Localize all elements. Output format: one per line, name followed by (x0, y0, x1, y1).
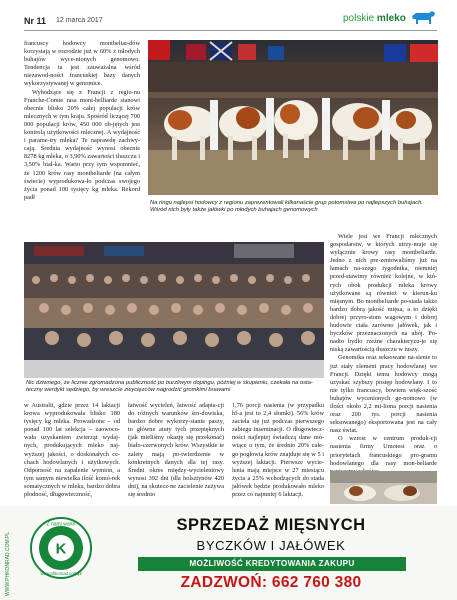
article-column-right (330, 233, 437, 485)
paragraph: w Australii, gdzie przez 14 laktacji krowa wyprodukowała blisko 180 tysięcy kg mleka. Prowadzone – od ponad 100 lat selekcja – zaowoco-wała uzyskaniem zwierząt wydaj-nych, produkujących mleko naj-wyższej jakości, o doskonałych ce-chach hodowlanych i użytkowych. Odporność na zapalenie wymion, a tym samym niewielka ilość komó-rek somatycznych w mleku, bardzo dobra płodność, długowieczność, (24, 402, 120, 499)
cow-logo-icon (410, 10, 436, 26)
photo-caption-2: Nic dziwnego, że licznie zgromadzona publiczność po burzliwym dopingu, później w skupieniu, czekała na osta-teczny werdykt sędziego, by wreszcie zwycięzców nagrodzić gromkimi brawami (26, 380, 313, 393)
article-column-left (24, 40, 140, 202)
article-column-bottom-3 (232, 402, 324, 499)
paragraph: Wyhodzące się z Francji z regio-nu Franche-Comte rasa mont-belliarde stanowi obecnie blisko 20% całej populacji krów mlecznych w tym kraju. Spośród liczącej 700 000 populacji krów, 450 000 ob-jętych jest kontrolą użytkowości mlecznej. A wydajność i parame-try mleka? Te naprawdę zachwy-cają. Średnia wydajność wynosi obecnie 8278 kg mleka, o 3,90% zawartości tłuszczu i 3,50% biał-ka. Warto przy tym wspomnieć, że 1200 krów rasy montbeliarde (na całym świecie) wyprodukowa-ło podczas swojego życia ponad 100 tysięcy kg mleka. Rekord padł (24, 88, 140, 201)
photo-audience (24, 242, 324, 378)
article-column-bottom-1 (24, 402, 120, 499)
ad-subline: BYCZKÓW I JAŁÓWEK (196, 538, 346, 553)
paragraph: Genomika oraz seksowane na-sienie to już stały element pracy hodowlanej we Francji. Dzięki temu hodowcy mogą uzyskać szybszy postęp hodowlany. I to nie tylko francuscy, bowiem więk-szość buhajów wycenionych ge-nomowo (w ilości około 2,2 mi-liona porcji nasienia oraz 200 tys. porcji nasienia seksowanego) eksportowana jest na cały nasz świat. (330, 354, 437, 435)
cow-ring-image (148, 40, 438, 195)
page-header (0, 0, 457, 34)
header-rule (24, 30, 437, 31)
ad-headline: SPRZEDAŻ MIĘSNYCH (176, 516, 366, 534)
brand-logo (343, 13, 406, 24)
logo-top-text: Z nami warto (46, 521, 76, 528)
brand-word-2: mleko (376, 13, 406, 24)
photo-cow-ring (148, 40, 438, 195)
paragraph: łatwość wycieleń, łatwość adapta-cji do różnych warunków śro-dowiska, bardzo dobre wykorzy-stanie paszy, to główne atuty tych przepięknych (jak mieliśmy okazję się przekonać) biało-czerwonych krów. Wszystkie te zalety mają po-twierdzenie w konkretnych danych dla tej rasy. Średni okres między-wycieleniowy wynosi 392 dni (dla holsztynów 420 dni), na skutecz-ne zacielenie zużywa się średnio (128, 402, 224, 499)
konrad-logo-icon (30, 517, 92, 579)
paragraph: 1,76 porcji nasienia (w przypadku hf-a jest to 2,4 słomki). 56% krów zacieła się już podczas pierwszego zabiegu inseminacji. O długowiecz-ności najlepiej świadczą dane mó-wiące o tym, że średnio 20% całe-go pogłowia krów znajduje się w 5 i wyższej laktacji. Pierwsze wycie-lenia mają miejsce w 27 miesiącu życia a 25% wchodzących do stada jałówek będzie produkowało mleko przez co najmniej 6 laktacji. (232, 402, 324, 499)
ad-vertical-url (5, 526, 15, 596)
photo-caption-1: Na ringu najlepsi hodowcy z regionu zaprezentowali kilkanaście grup potomstwa po najlepszych buhajach. Wśród nich były także jałówki po młodych buhajach genomowych (150, 200, 423, 213)
photo-cow-small (330, 471, 437, 504)
audience-image (24, 242, 324, 378)
issue-number: Nr 11 (24, 16, 47, 26)
paragraph: O wzrost w centrum produk-cji nasienia firmy Umotest oraz o priorytetach francuskiego pro-gramu hodowlanego dla rasy mon-beliarde (330, 435, 437, 467)
brand-word-1: polskie (343, 13, 375, 24)
ad-phone[interactable]: ZADZWOŃ: 662 760 380 (180, 574, 362, 591)
ad-vertical-url-text: WWW.PHKONRAD.COM.PL (5, 531, 11, 596)
logo-letter: K (55, 540, 67, 558)
paragraph: Wiele jest we Francji mlecznych gospodarstw, w których utrzy-muje się wyłącznie krowy rasy montbeliarde. Jedno z nich pre-zentowaliśmy już na łamach na-szego tygodnika, niemniej przed-stawimy również kolejne, w któ-rych obok produkcji mleka krowy użytkowane są również w kierun-ku mięsnym. Bo montbeliarde po-siada także bardzo dobrą jakość mięsa, a to dzięki dobrej przyro-stom wagowym i dobrej budowie ciała zarówno jałówek, jak i byczków przeznaczonych na ubój. Po-nadto bydło rzeźne charakteryzu-je się niską zawartością tłuszczu w tuszy. (330, 233, 437, 354)
issue-date: 12 marca 2017 (56, 17, 103, 24)
paragraph: francuscy hodowcy montbeliar-dów korzystają w rozrodzie już w 60% z młodych buhajów wyce-nionych genomowo. Tendencja ta jest zauważalna wśród niezawod-ności francuskiej bazy danych wykorzystywanej w genomice. (24, 40, 140, 88)
article-column-bottom-2 (128, 402, 224, 499)
ad-credit-banner: MOŻLIWOŚĆ KREDYTOWANIA ZAKUPU (138, 557, 406, 571)
cow-small-image (330, 471, 437, 504)
logo-bottom-text: www.phkonrad.com.pl (40, 571, 82, 576)
